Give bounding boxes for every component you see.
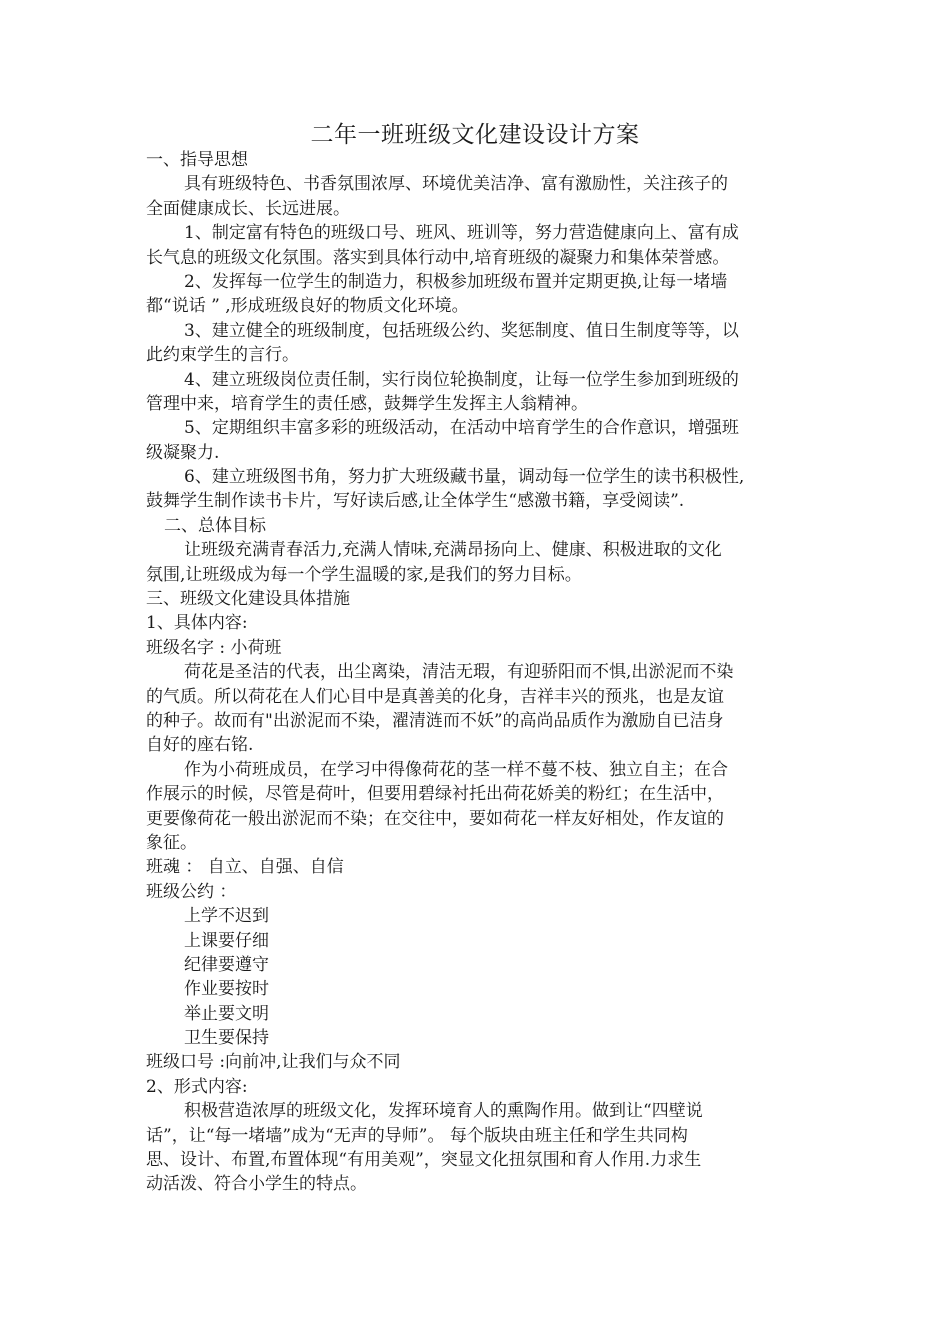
text-line: 二、总体目标 — [164, 515, 266, 536]
text-line: 都“说话 ” ,形成班级良好的物质文化环境。 — [146, 296, 469, 317]
text-line: 思、设计、布置,布置体现“有用美观”，突显文化扭氛围和育人作用.力求生 — [146, 1150, 702, 1171]
text-line: 的气质。所以荷花在人们心目中是真善美的化身，吉祥丰兴的预兆，也是友谊 — [146, 686, 724, 707]
text-line: 班级名字 : 小荷班 — [146, 637, 282, 658]
text-line: 的种子。故而有"出淤泥而不染，濯清涟而不妖”的高尚品质作为激励自已洁身 — [146, 710, 724, 731]
text-line: 作展示的时候，尽管是荷叶，但要用碧绿衬托出荷花娇美的粉红；在生活中， — [146, 784, 724, 805]
text-line: 作为小荷班成员，在学习中得像荷花的茎一样不蔓不枝、独立自主；在合 — [184, 759, 728, 780]
text-line: 更要像荷花一般出淤泥而不染；在交往中，要如荷花一样友好相处，作友谊的 — [146, 808, 724, 829]
text-line: 一、指导思想 — [146, 150, 248, 170]
text-line: 让班级充满青春活力,充满人情味,充满昂扬向上、健康、积极进取的文化 — [184, 540, 722, 561]
text-line: 积极营造浓厚的班级文化，发挥环境育人的熏陶作用。做到让“四壁说 — [184, 1101, 703, 1122]
text-line: 具有班级特色、书香氛围浓厚、环境优美洁净、富有激励性，关注孩子的 — [184, 174, 728, 195]
text-line: 6、建立班级图书角，努力扩大班级藏书量，调动每一位学生的读书积极性, — [184, 467, 745, 488]
text-line: 话”，让“每一堵墙”成为“无声的导师”。 每个版块由班主任和学生共同构 — [146, 1125, 688, 1146]
text-line: 2、形式内容: — [146, 1076, 248, 1097]
text-line: 1、制定富有特色的班级口号、班风、班训等，努力营造健康向上、富有成 — [184, 223, 739, 244]
text-line: 象征。 — [146, 832, 197, 853]
text-line: 上学不迟到 — [184, 906, 269, 927]
text-line: 4、建立班级岗位责任制，实行岗位轮换制度，让每一位学生参加到班级的 — [184, 369, 739, 390]
text-line: 长气息的班级文化氛围。落实到具体行动中,培育班级的凝聚力和集体荣誉感。 — [146, 247, 730, 268]
text-line: 荷花是圣洁的代表，出尘离染，清洁无瑕，有迎骄阳而不惧,出淤泥而不染 — [184, 662, 734, 683]
document-title: 二年一班班级文化建设设计方案 — [310, 122, 640, 148]
text-line: 班级口号 :向前冲,让我们与众不同 — [146, 1052, 401, 1073]
text-line: 2、发挥每一位学生的制造力，积极参加班级布置并定期更换,让每一堵墙 — [184, 271, 728, 292]
text-line: 全面健康成长、长远进展。 — [146, 198, 350, 219]
document-body — [146, 148, 812, 1197]
text-line: 氛围,让班级成为每一个学生温暖的家,是我们的努力目标。 — [146, 564, 582, 585]
text-line: 举止要文明 — [184, 1003, 269, 1024]
text-line: 班级公约 ： — [146, 881, 237, 902]
text-line: 上课要仔细 — [184, 930, 269, 951]
text-line: 鼓舞学生制作读书卡片，写好读后感,让全体学生“感激书籍，享受阅读”. — [146, 491, 685, 512]
text-line: 卫生要保持 — [184, 1028, 269, 1049]
text-line: 管理中来，培育学生的责任感，鼓舞学生发挥主人翁精神。 — [146, 393, 588, 414]
text-line: 此约束学生的言行。 — [146, 345, 299, 366]
text-line: 5、定期组织丰富多彩的班级活动，在活动中培育学生的合作意识，增强班 — [184, 418, 739, 439]
text-line: 动活泼、符合小学生的特点。 — [146, 1174, 367, 1195]
text-line: 班魂 ： 自立、自强、自信 — [146, 857, 344, 878]
text-line: 1、具体内容: — [146, 613, 248, 634]
text-line: 作业要按时 — [184, 979, 269, 1000]
text-line: 3、建立健全的班级制度，包括班级公约、奖惩制度、值日生制度等等，以 — [184, 320, 739, 341]
text-line: 自好的座右铭. — [146, 735, 254, 756]
text-line: 三、班级文化建设具体措施 — [146, 589, 350, 610]
text-line: 级凝聚力. — [146, 442, 220, 463]
text-line: 纪律要遵守 — [184, 954, 269, 975]
